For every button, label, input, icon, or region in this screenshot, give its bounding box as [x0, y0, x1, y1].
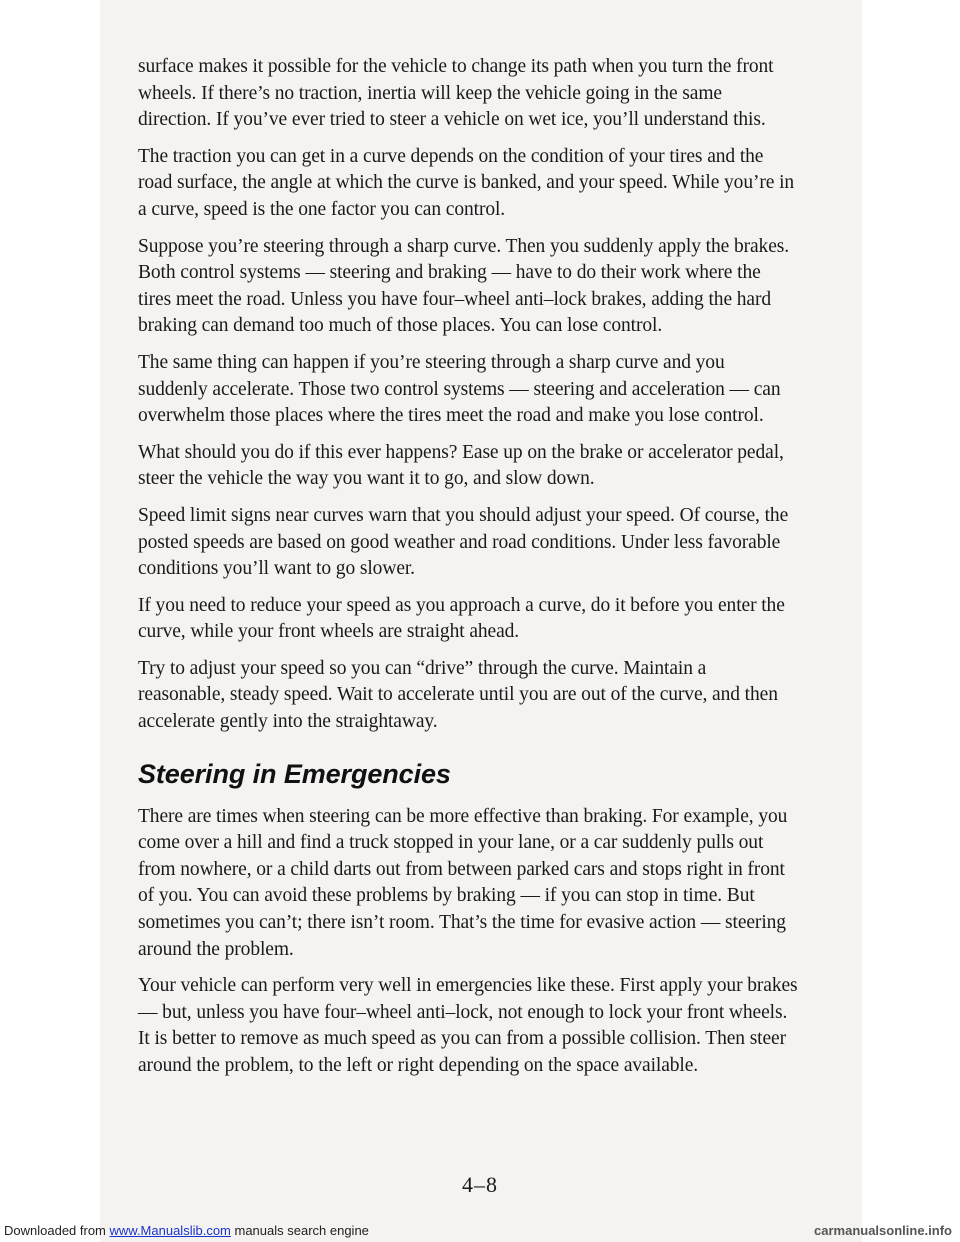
- section-heading: Steering in Emergencies: [138, 758, 451, 789]
- paragraph: Speed limit signs near curves warn that you should adjust your speed. Of course, the posted speeds are based on good weather and road conditions. Under less favorable conditions you’ll want to go slower.: [138, 504, 789, 580]
- paragraph: There are times when steering can be more effective than braking. For example, you come over a hill and find a truck stopped in your lane, or a car suddenly pulls out from nowhere, or a child darts out from between parked cars and stops right in front of you. You can avoid these problems by braking — if you can stop in time. But sometimes you can’t; there isn’t room. That’s the time for evasive action — steering around the problem.: [138, 805, 788, 960]
- paragraph: Suppose you’re steering through a sharp curve. Then you suddenly apply the brakes. Both control systems — steering and braking — have to do their work where the tires meet the road. Unless you have four–wheel anti–lock brakes, adding the hard braking can demand too much of those places. You can lose control.: [138, 235, 790, 337]
- download-suffix: manuals search engine: [230, 1223, 369, 1238]
- paragraph: The same thing can happen if you’re steering through a sharp curve and you suddenly accelerate. Those two control systems — steering and acceleration — can overwhelm those places where the tires meet the road and make you lose control.: [138, 351, 781, 427]
- watermark: carmanualsonline.info: [814, 1223, 952, 1238]
- footer: [0, 1216, 960, 1242]
- download-notice: [4, 1224, 369, 1238]
- page-content: [138, 54, 798, 1090]
- paragraph: Your vehicle can perform very well in emergencies like these. First apply your brakes — but, unless you have four–wheel anti–lock, not enough to lock your front wheels. It is better to remove as much speed as you can from a possible collision. Then steer around the problem, to the left or right depending on the space available.: [138, 975, 798, 1076]
- paragraph: surface makes it possible for the vehicle to change its path when you turn the front wheels. If there’s no traction, inertia will keep the vehicle going in the same direction. If you’ve ever tried to steer a vehicle on wet ice, you’ll understand this.: [138, 56, 774, 131]
- page-number: 4–8: [462, 1172, 498, 1197]
- paragraph: The traction you can get in a curve depends on the condition of your tires and the road surface, the angle at which the curve is banked, and your speed. While you’re in a curve, speed is the one factor you can control.: [138, 145, 795, 220]
- download-prefix: Downloaded from: [4, 1223, 110, 1238]
- paragraph: If you need to reduce your speed as you approach a curve, do it before you enter the curve, while your front wheels are straight ahead.: [138, 594, 785, 643]
- paragraph: What should you do if this ever happens? Ease up on the brake or accelerator pedal, steer the vehicle the way you want it to go, and slow down.: [138, 441, 784, 490]
- manualslib-link[interactable]: www.Manualslib.com: [109, 1223, 231, 1238]
- paragraph: Try to adjust your speed so you can “drive” through the curve. Maintain a reasonable, steady speed. Wait to accelerate until you are out of the curve, and then accelerate gently into the straightaway.: [138, 657, 778, 733]
